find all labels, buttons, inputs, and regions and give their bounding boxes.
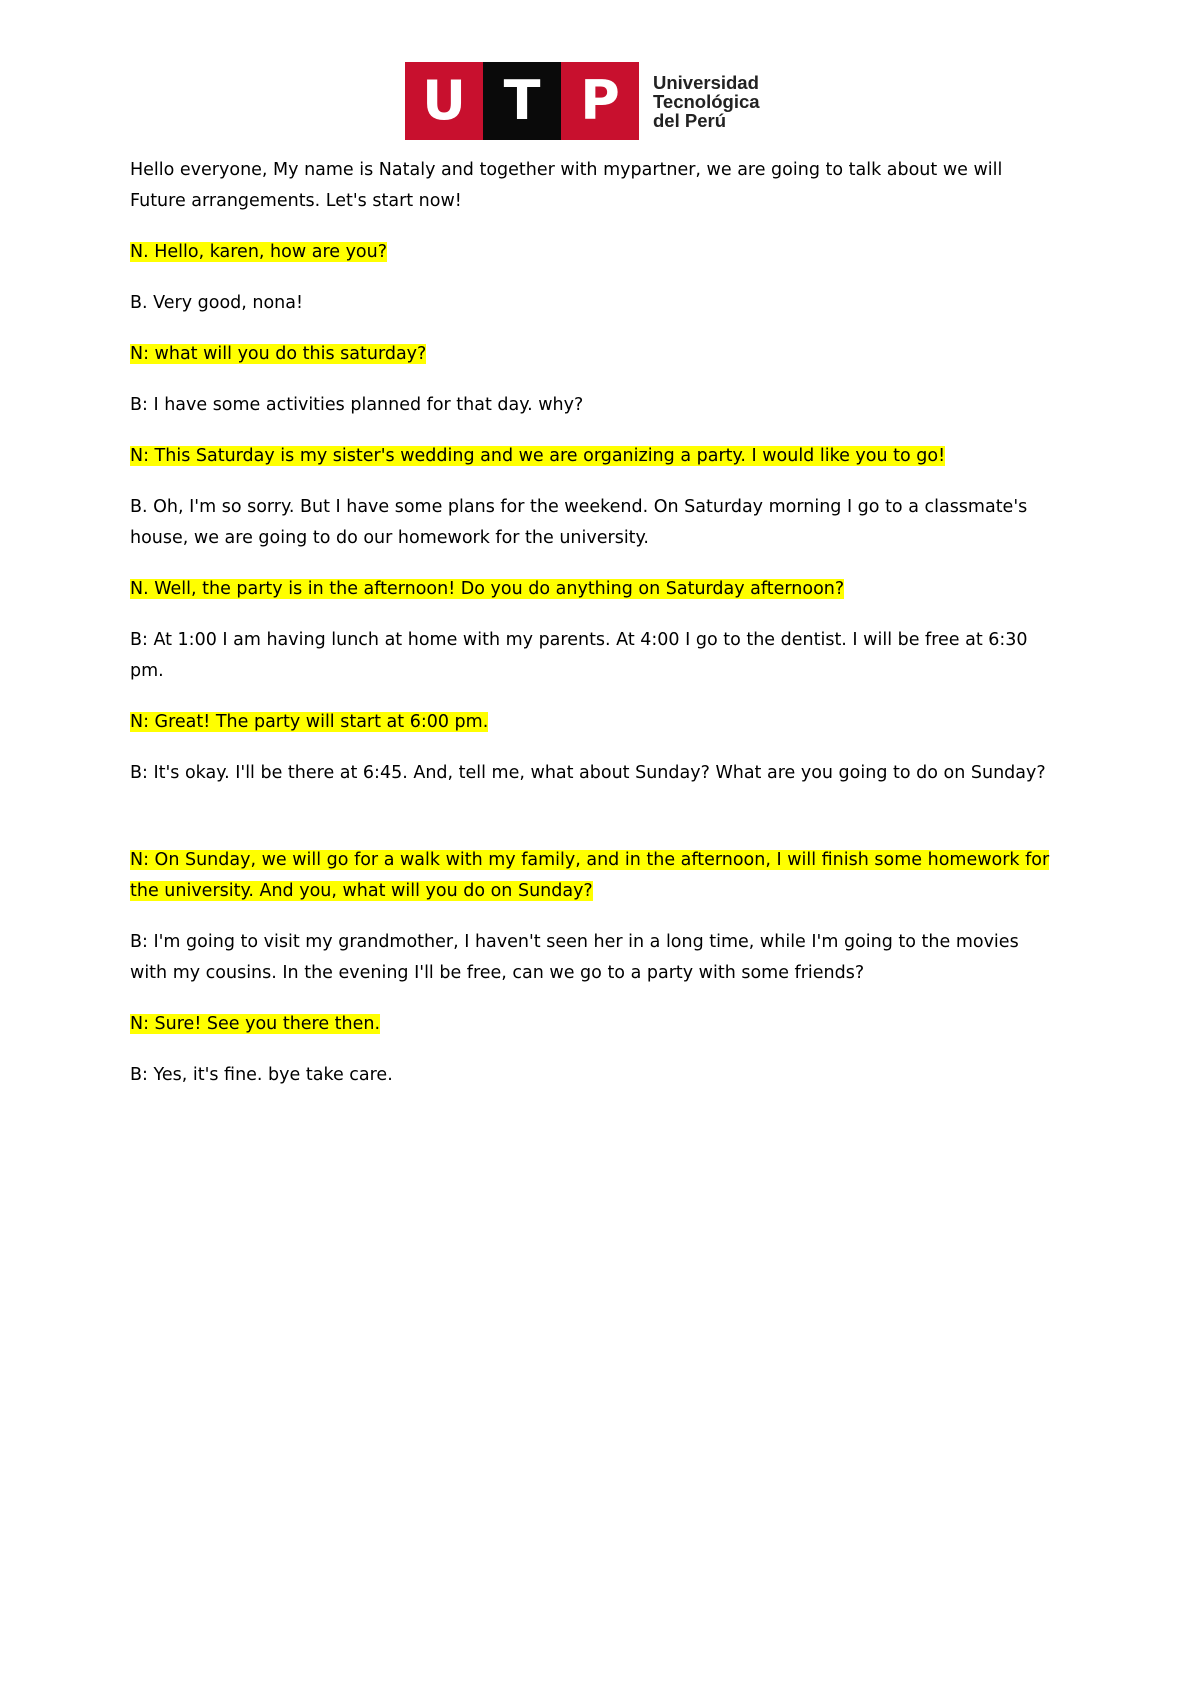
dialogue-line xyxy=(130,390,1050,421)
dialogue-line xyxy=(130,574,1050,605)
utp-logo xyxy=(405,62,765,142)
dialogue-line xyxy=(130,339,1050,370)
logo-letter-u: U xyxy=(422,69,466,132)
dialogue-text: N. Well, the party is in the afternoon! Do you do anything on Saturday afternoon? xyxy=(130,579,845,599)
dialogue-text: N: Great! The party will start at 6:00 pm. xyxy=(130,712,489,732)
dialogue-line xyxy=(130,237,1050,268)
dialogue-line xyxy=(130,707,1050,738)
dialogue-text: B: Yes, it's fine. bye take care. xyxy=(130,1065,393,1085)
dialogue-text: B. Oh, I'm so sorry. But I have some plans for the weekend. On Saturday morning I go to a classmate's house, we are going to do our homework for the university. xyxy=(130,497,1028,548)
university-name-line: Universidad xyxy=(653,73,759,93)
intro-paragraph xyxy=(130,155,1050,217)
logo-box-u xyxy=(405,62,483,140)
dialogue-line xyxy=(130,758,1050,789)
dialogue-line xyxy=(130,288,1050,319)
intro-text: Hello everyone, My name is Nataly and together with mypartner, we are going to talk about we will Future arrangements. Let's start now! xyxy=(130,160,1003,211)
dialogue-text: B: I have some activities planned for that day. why? xyxy=(130,395,584,415)
dialogue-line xyxy=(130,927,1050,989)
dialogue-line xyxy=(130,625,1050,687)
logo-box-p xyxy=(561,62,639,140)
logo-letter-t: T xyxy=(503,69,541,132)
document-body xyxy=(130,155,1050,1111)
dialogue-line xyxy=(130,1009,1050,1040)
university-name-line: Tecnológica xyxy=(653,91,760,112)
dialogue-line xyxy=(130,492,1050,554)
university-name-line: del Perú xyxy=(653,110,726,130)
university-name xyxy=(653,73,765,130)
dialogue-line xyxy=(130,845,1050,907)
dialogue-line xyxy=(130,1060,1050,1091)
logo-box-t xyxy=(483,62,561,140)
dialogue-text: B: It's okay. I'll be there at 6:45. And, tell me, what about Sunday? What are you going to do on Sunday? xyxy=(130,763,1046,783)
dialogue-line xyxy=(130,441,1050,472)
dialogue-text: B. Very good, nona! xyxy=(130,293,304,313)
dialogue-text: N. Hello, karen, how are you? xyxy=(130,242,388,262)
dialogue-text: N: what will you do this saturday? xyxy=(130,344,427,364)
dialogue-text: B: I'm going to visit my grandmother, I haven't seen her in a long time, while I'm going to the movies with my cousins. In the evening I'll be free, can we go to a party with some friends? xyxy=(130,932,1019,983)
dialogue-text: N: On Sunday, we will go for a walk with my family, and in the afternoon, I will finish some homework for the university. And you, what will you do on Sunday? xyxy=(130,850,1050,901)
dialogue-text: N: This Saturday is my sister's wedding and we are organizing a party. I would like you to go! xyxy=(130,446,946,466)
dialogue-text: B: At 1:00 I am having lunch at home with my parents. At 4:00 I go to the dentist. I will be free at 6:30 pm. xyxy=(130,630,1028,681)
dialogue-text: N: Sure! See you there then. xyxy=(130,1014,381,1034)
logo-letter-p: P xyxy=(580,69,620,132)
